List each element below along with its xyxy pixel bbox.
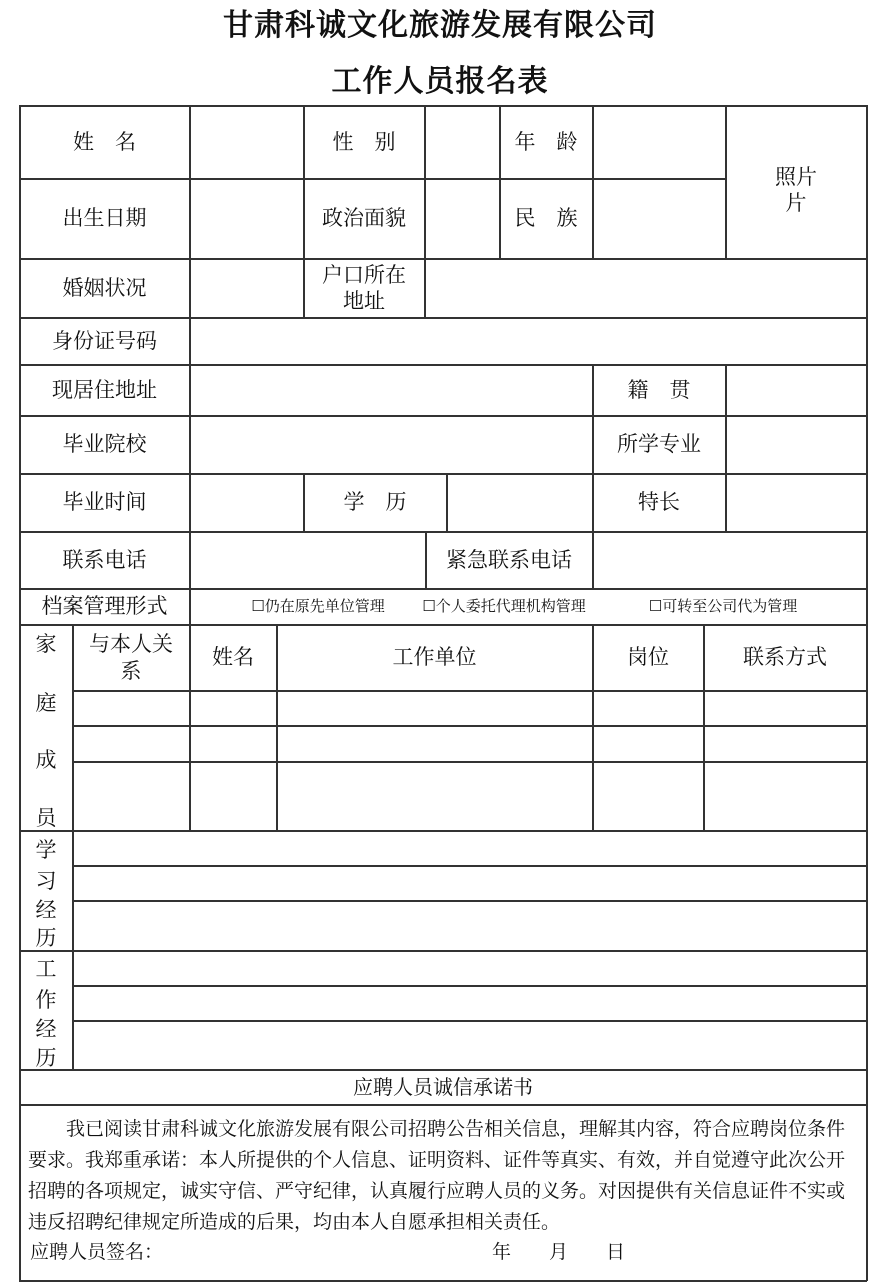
study-char-1: 学 [35, 838, 57, 862]
label-hukou: 户口所在 地址 [322, 262, 406, 313]
label-age: 年 龄 [514, 129, 578, 154]
study-char-2: 习 [35, 869, 57, 893]
grid-line-h [19, 1104, 867, 1106]
signature-label: 应聘人员签名： [30, 1241, 164, 1263]
label-school: 毕业院校 [62, 432, 147, 457]
input-emergency[interactable] [593, 532, 866, 588]
col-contact: 联系方式 [743, 645, 827, 670]
photo-box[interactable]: 照片 片 [775, 165, 817, 216]
col-name: 姓名 [212, 645, 254, 670]
work-char-3: 经 [35, 1017, 57, 1041]
input-name[interactable] [190, 106, 303, 178]
grid-line-h [19, 950, 867, 952]
label-political: 政治面貌 [322, 206, 406, 231]
grid-line-h [19, 830, 867, 832]
label-phone: 联系电话 [62, 547, 147, 572]
input-education[interactable] [447, 474, 592, 531]
archive-option-original[interactable]: ☐仍在原先单位管理 [251, 597, 385, 616]
grid-line-v [72, 624, 74, 1070]
input-hukou[interactable] [425, 259, 866, 317]
input-native[interactable] [726, 365, 866, 415]
work-char-2: 作 [35, 988, 57, 1012]
company-title: 甘肃科诚文化旅游发展有限公司 [223, 8, 657, 43]
grid-line-h [72, 865, 867, 867]
input-idcard[interactable] [190, 318, 866, 364]
input-birth[interactable] [190, 179, 303, 258]
work-char-4: 历 [35, 1046, 57, 1070]
label-specialty: 特长 [638, 490, 680, 515]
grid-line-h [72, 725, 867, 727]
input-specialty[interactable] [726, 474, 866, 531]
col-work: 工作单位 [392, 645, 477, 670]
label-emergency: 紧急联系电话 [446, 547, 572, 572]
pledge-title: 应聘人员诚信承诺书 [353, 1074, 533, 1099]
work-char-1: 工 [35, 957, 57, 981]
input-age[interactable] [593, 106, 725, 178]
input-school[interactable] [190, 416, 592, 473]
study-char-4: 历 [35, 926, 57, 950]
input-major[interactable] [726, 416, 866, 473]
study-char-3: 经 [35, 898, 57, 922]
label-idcard: 身份证号码 [52, 328, 157, 353]
col-post: 岗位 [627, 645, 669, 670]
grid-line-h [72, 900, 867, 902]
label-marital: 婚姻状况 [62, 275, 147, 300]
label-birth: 出生日期 [62, 206, 147, 231]
archive-option-company[interactable]: ☐可转至公司代为管理 [648, 597, 798, 616]
family-char-4: 员 [35, 806, 57, 830]
label-native: 籍 贯 [627, 377, 691, 402]
pledge-body: 我已阅读甘肃科诚文化旅游发展有限公司招聘公告相关信息，理解其内容，符合应聘岗位条件要求。我郑重承诺：本人所提供的个人信息、证明资料、证件等真实、有效，并自觉遵守此次公开招聘的各项规定，诚实守信、严守纪律，认真履行应聘人员的义务。对因提供有关信息证件不实或违反招聘纪律规定所造成的后果，均由本人自愿承担相关责任。 [28, 1118, 846, 1233]
family-char-1: 家 [35, 632, 57, 656]
grid-line-h [72, 690, 867, 692]
input-ethnic[interactable] [593, 179, 725, 258]
input-address[interactable] [190, 365, 592, 415]
grid-line-h [72, 985, 867, 987]
label-archive: 档案管理形式 [41, 594, 168, 619]
date-field: 年 月 日 [492, 1241, 626, 1263]
label-ethnic: 民 族 [514, 206, 578, 231]
label-name: 姓 名 [73, 129, 136, 154]
label-grad-time: 毕业时间 [62, 490, 147, 515]
grid-line-h [72, 1020, 867, 1022]
label-address: 现居住地址 [52, 377, 157, 402]
input-marital[interactable] [190, 259, 303, 317]
family-char-2: 庭 [35, 691, 57, 715]
archive-option-agency[interactable]: ☐个人委托代理机构管理 [422, 597, 586, 616]
form-title: 工作人员报名表 [331, 64, 549, 99]
label-gender: 性 别 [332, 129, 396, 154]
input-grad-time[interactable] [190, 474, 303, 531]
label-major: 所学专业 [617, 432, 701, 457]
input-phone[interactable] [190, 532, 425, 588]
input-political[interactable] [425, 179, 499, 258]
col-relation: 与本人关 系 [89, 632, 173, 683]
input-gender[interactable] [425, 106, 499, 178]
label-education: 学 历 [343, 490, 407, 515]
family-char-3: 成 [35, 748, 57, 772]
grid-line-h [72, 761, 867, 763]
